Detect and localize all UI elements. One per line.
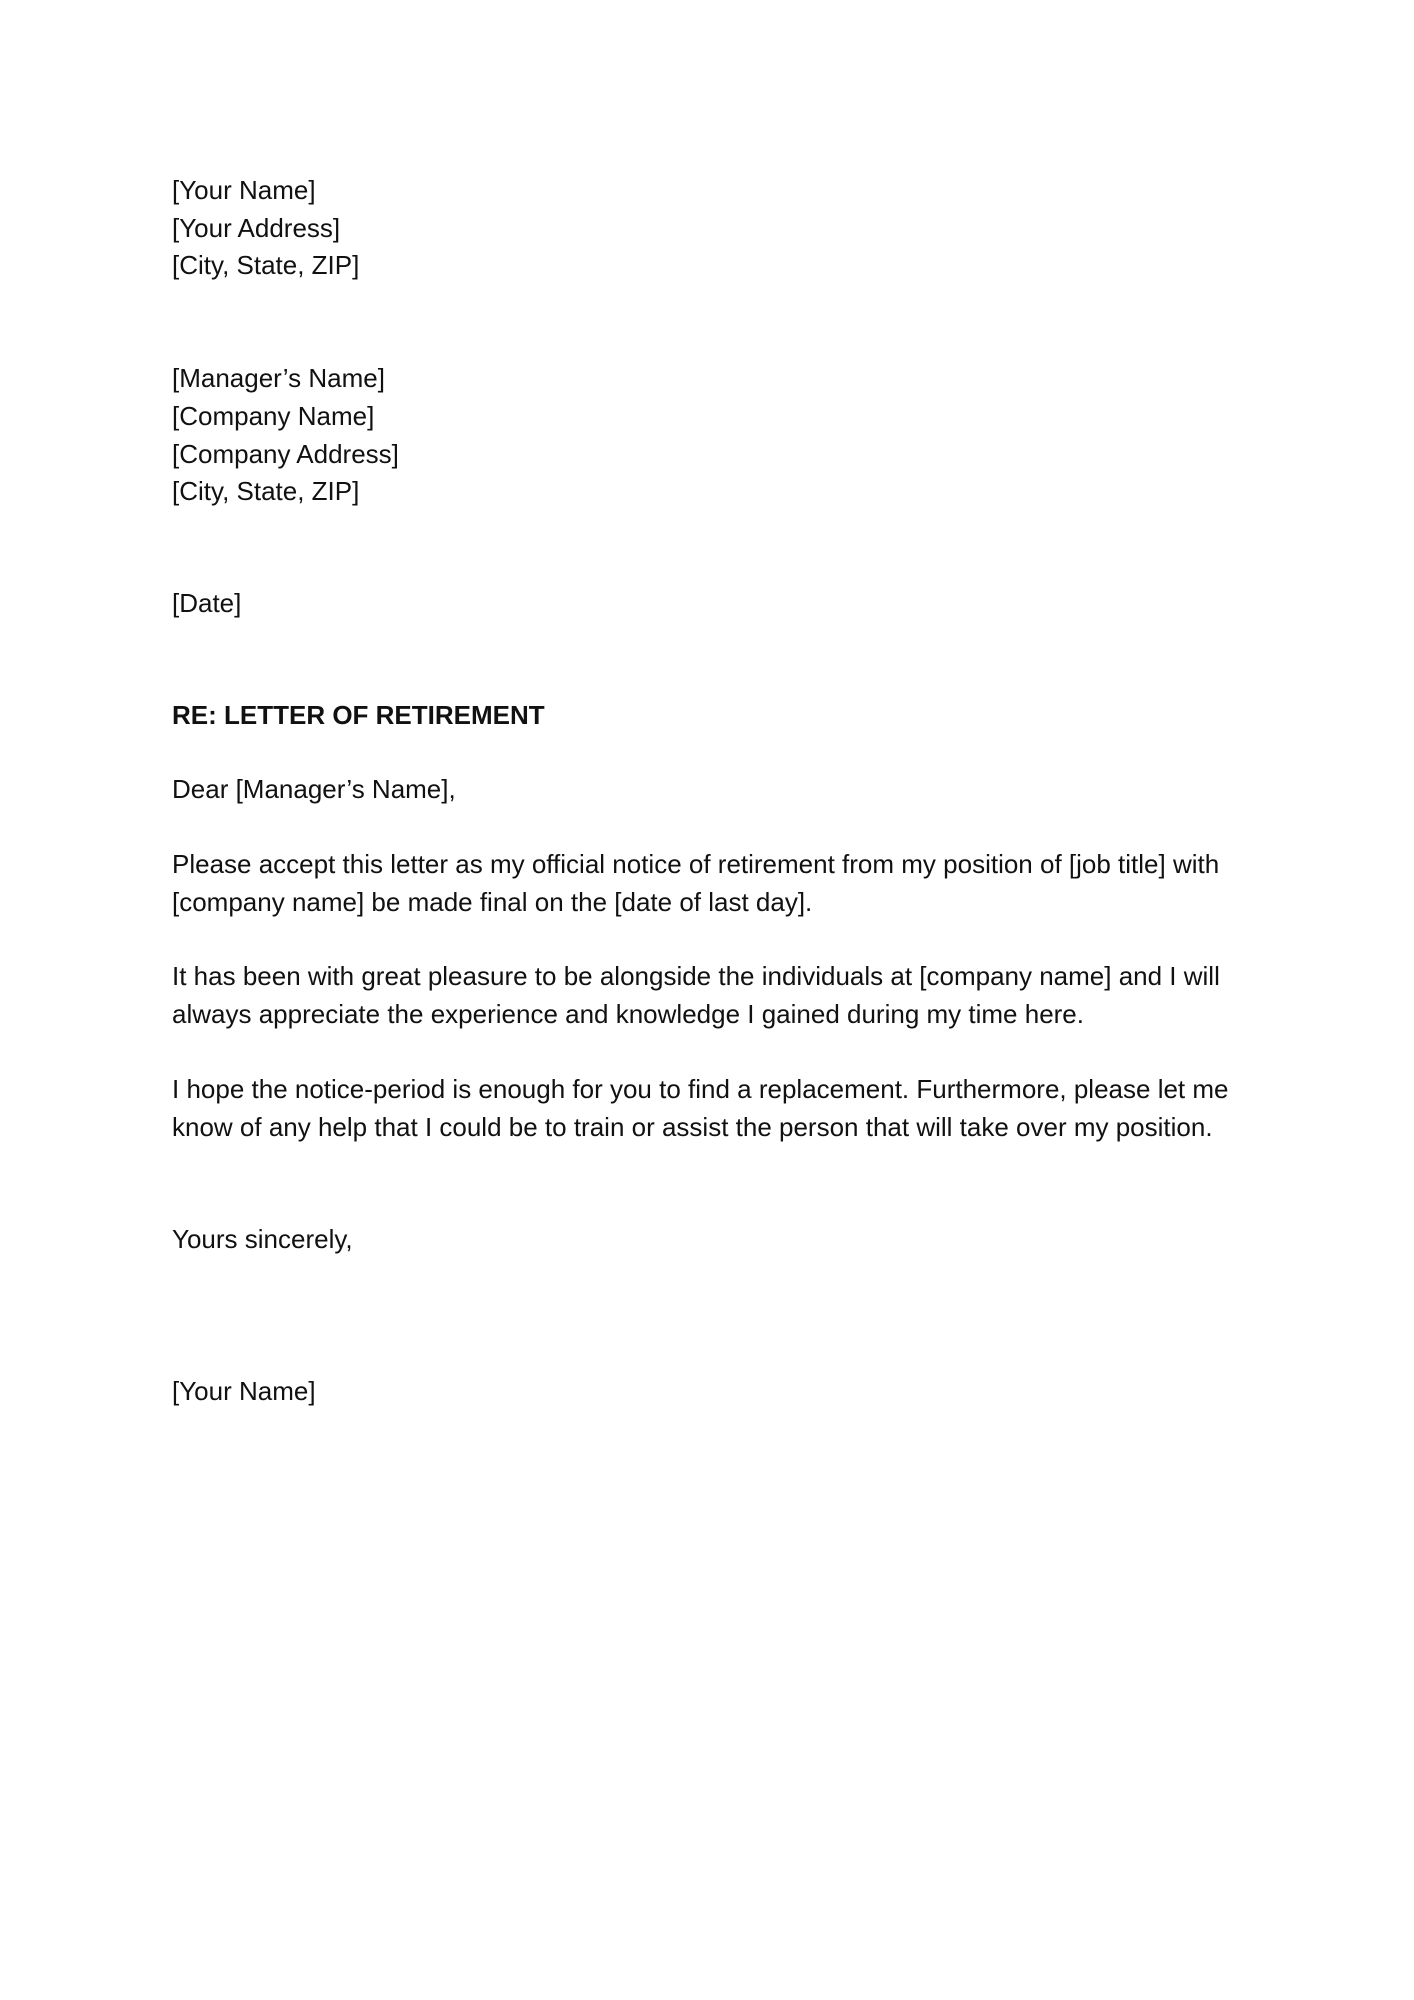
closing: Yours sincerely, xyxy=(172,1224,353,1255)
recipient-address-block xyxy=(172,360,1252,511)
body-paragraph-2: It has been with great pleasure to be alongside the individuals at [company name] and I will always appreciate the experience and knowledge I gained during my time here. xyxy=(172,961,1220,1030)
subject-line: RE: LETTER OF RETIREMENT xyxy=(172,699,545,730)
salutation: Dear [Manager’s Name], xyxy=(172,774,456,805)
sender-name: [Your Name] xyxy=(172,175,316,205)
sender-address-block xyxy=(172,172,1252,285)
signature-name: [Your Name] xyxy=(172,1375,316,1406)
letter-date: [Date] xyxy=(172,587,242,618)
recipient-manager-name: [Manager’s Name] xyxy=(172,363,385,394)
recipient-company-address: [Company Address] xyxy=(172,438,399,469)
recipient-city-state-zip: [City, State, ZIP] xyxy=(172,476,360,507)
body-paragraph-1: Please accept this letter as my official notice of retirement from my position of [job title] with [company name] be made final on the [date of last day]. xyxy=(172,849,1220,917)
body-paragraph-3: I hope the notice-period is enough for you to find a replacement. Furthermore, please let me know of any help that I could be to train or assist the person that will take over my position. xyxy=(172,1073,1229,1142)
recipient-company-name: [Company Name] xyxy=(172,400,375,431)
sender-address: [Your Address] xyxy=(172,212,341,243)
letter-body xyxy=(172,172,1252,1411)
sender-city-state-zip: [City, State, ZIP] xyxy=(172,250,360,281)
